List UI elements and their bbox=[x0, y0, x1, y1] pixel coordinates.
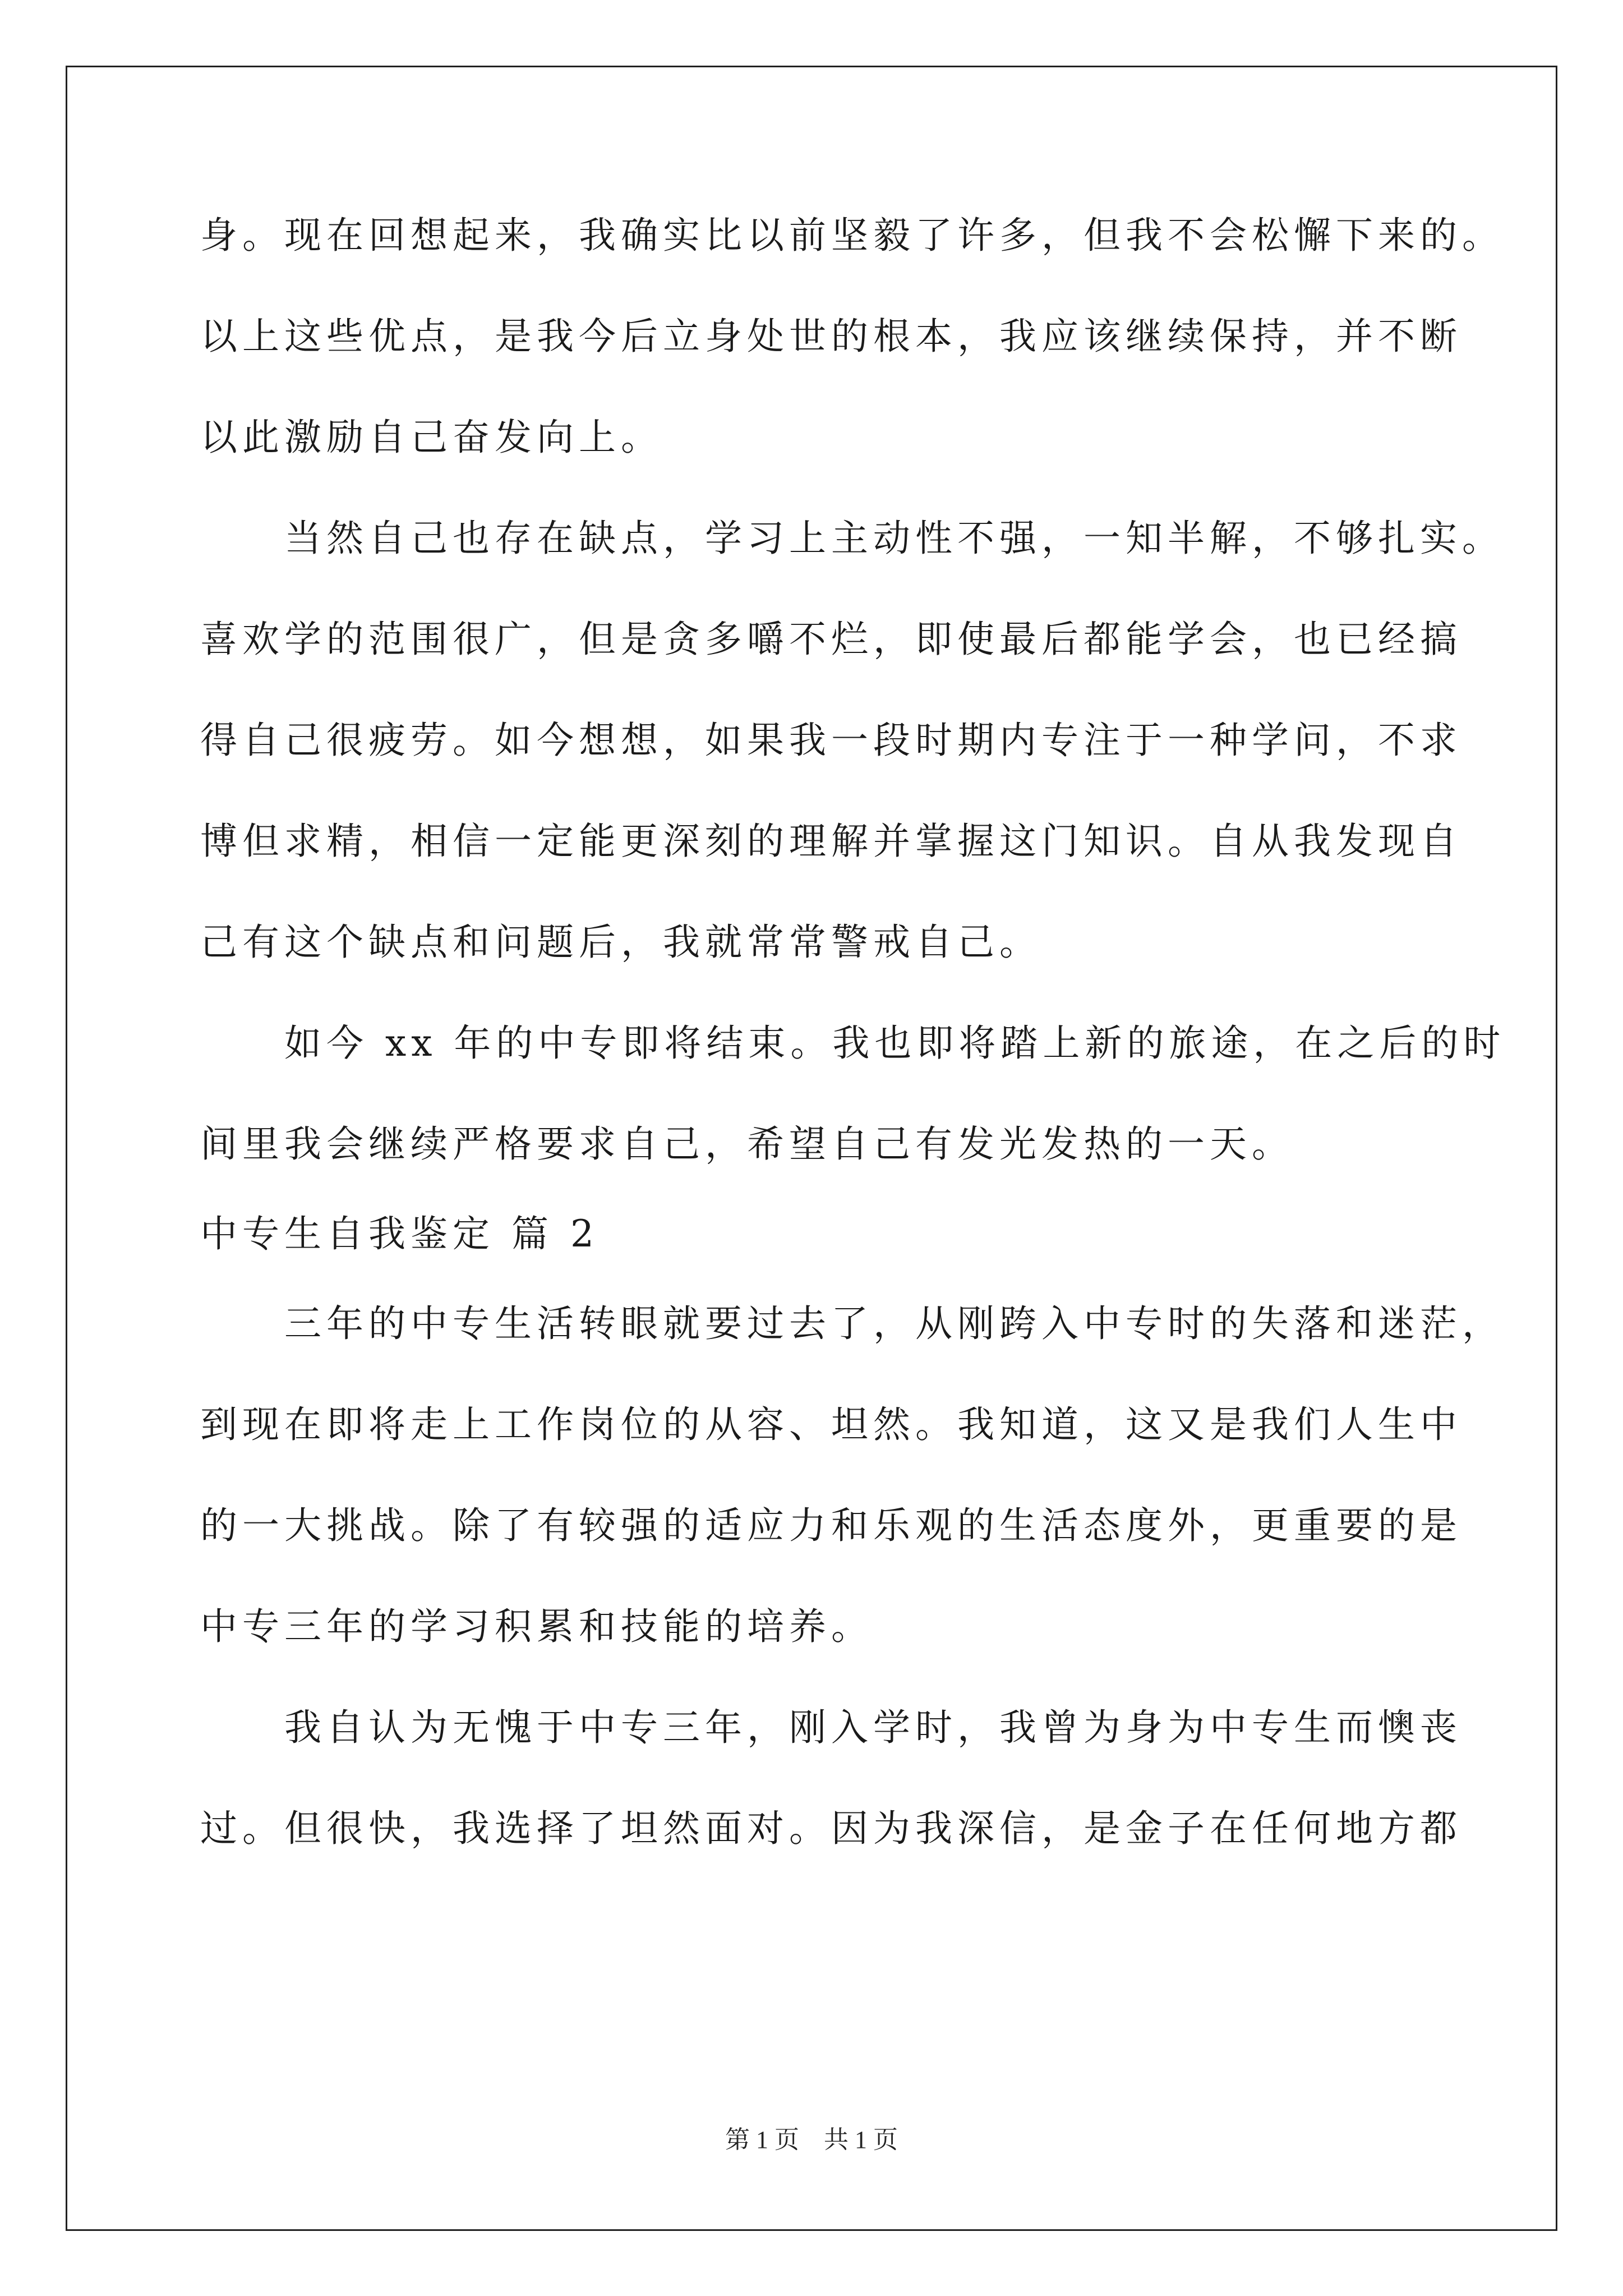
text-line: 过。但很快，我选择了坦然面对。因为我深信，是金子在任何地方都 bbox=[200, 1807, 1462, 1850]
text-line: 间里我会继续严格要求自己，希望自己有发光发热的一天。 bbox=[200, 1122, 1294, 1166]
paragraph-first-line: 如今 xx 年的中专即将结束。我也即将踏上新的旅途，在之后的时 bbox=[284, 1022, 1506, 1065]
text-line: 身。现在回想起来，我确实比以前坚毅了许多，但我不会松懈下来的。 bbox=[200, 214, 1504, 257]
text-line: 以上这些优点，是我今后立身处世的根本，我应该继续保持，并不断 bbox=[200, 315, 1462, 358]
paragraph-first-line: 当然自己也存在缺点，学习上主动性不强，一知半解，不够扎实。 bbox=[284, 517, 1504, 560]
text-line: 到现在即将走上工作岗位的从容、坦然。我知道，这又是我们人生中 bbox=[200, 1403, 1462, 1446]
text-line: 以此激励自己奋发向上。 bbox=[200, 416, 663, 459]
text-line: 的一大挑战。除了有较强的适应力和乐观的生活态度外，更重要的是 bbox=[200, 1504, 1462, 1547]
page-footer: 第 1 页 共 1 页 bbox=[725, 2126, 898, 2154]
text-line: 得自己很疲劳。如今想想，如果我一段时期内专注于一种学问，不求 bbox=[200, 719, 1462, 762]
paragraph-first-line: 我自认为无愧于中专三年，刚入学时，我曾为身为中专生而懊丧 bbox=[284, 1706, 1462, 1749]
text-line: 博但求精，相信一定能更深刻的理解并掌握这门知识。自从我发现自 bbox=[200, 820, 1462, 863]
text-line: 己有这个缺点和问题后，我就常常警戒自己。 bbox=[200, 921, 1041, 964]
text-line: 中专三年的学习积累和技能的培养。 bbox=[200, 1605, 873, 1648]
paragraph-first-line: 三年的中专生活转眼就要过去了，从刚跨入中专时的失落和迷茫， bbox=[284, 1302, 1504, 1345]
text-line: 喜欢学的范围很广，但是贪多嚼不烂，即使最后都能学会，也已经搞 bbox=[200, 618, 1462, 661]
section-heading: 中专生自我鉴定 篇 2 bbox=[200, 1212, 599, 1255]
